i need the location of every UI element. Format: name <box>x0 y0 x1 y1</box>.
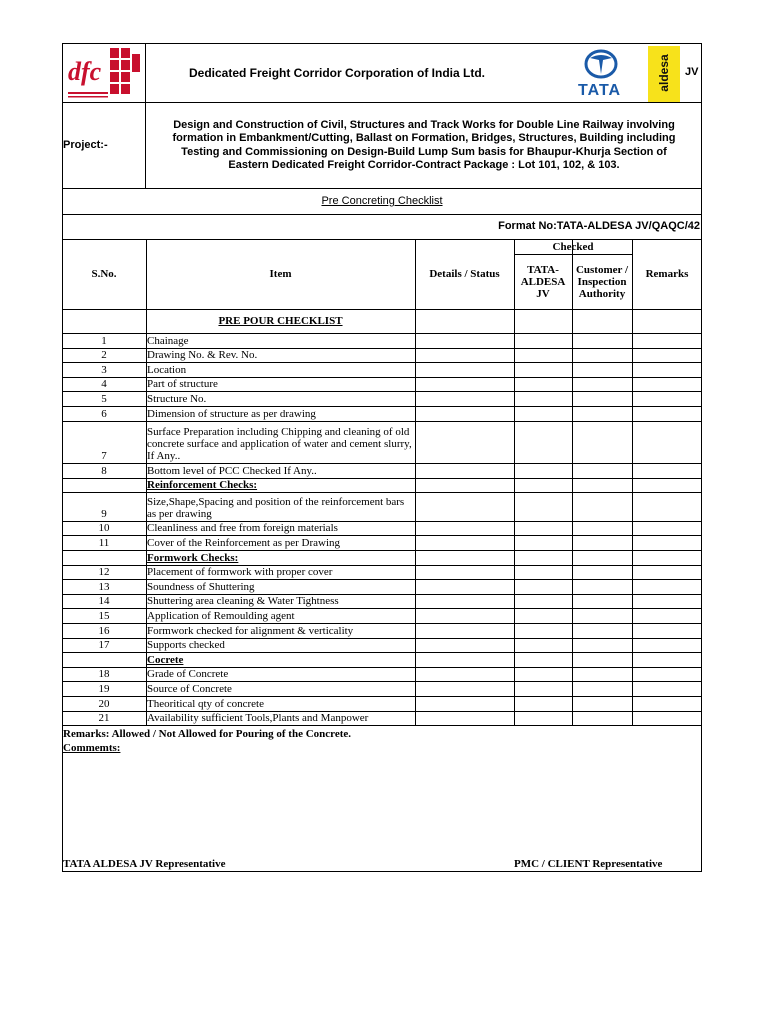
format-number: Format No:TATA-ALDESA JV/QAQC/42 <box>498 220 700 232</box>
row-sno: 1 <box>101 334 107 347</box>
client-representative-signature: PMC / CLIENT Representative <box>514 858 663 870</box>
tata-representative-signature: TATA ALDESA JV Representative <box>63 858 226 870</box>
row-item: Source of Concrete <box>147 682 232 695</box>
row-sno: 6 <box>101 407 107 420</box>
row-line <box>62 725 702 726</box>
checked-divider <box>514 254 632 255</box>
row-sno: 18 <box>98 668 110 681</box>
row-item: Bottom level of PCC Checked If Any.. <box>147 464 317 477</box>
row-sno: 7 <box>101 449 107 462</box>
project-line: formation in Embankment/Cutting, Ballast on Formation, Bridges, Structures, Building including <box>172 132 676 145</box>
row-sno: 3 <box>101 363 107 376</box>
company-name: Dedicated Freight Corridor Corporation of India Ltd. <box>189 66 485 80</box>
checklist-title: Pre Concreting Checklist <box>321 195 443 207</box>
col-line <box>146 239 147 725</box>
col-line <box>632 239 633 725</box>
aldesa-logo-text: aldesa <box>657 54 671 92</box>
tata-logo <box>576 46 626 100</box>
row-sno: 5 <box>101 392 107 405</box>
row-item: Chainage <box>147 334 189 347</box>
header-divider <box>62 102 702 103</box>
row-sno: 19 <box>98 682 110 695</box>
header-checked: Checked <box>552 240 594 253</box>
row-item: Formwork checked for alignment & verticality <box>147 624 354 637</box>
row-item: Size,Shape,Spacing and position of the reinforcement bars as per drawing <box>147 495 405 520</box>
aldesa-logo <box>648 46 680 102</box>
row-sno: 21 <box>98 712 110 725</box>
row-sno <box>62 550 146 565</box>
header-customer-line: Inspection <box>577 275 627 288</box>
row-item: Grade of Concrete <box>147 668 229 681</box>
row-item: Location <box>147 363 187 376</box>
tata-logo-text: TATA <box>578 82 622 99</box>
comments-label: Commemts: <box>63 742 121 754</box>
project-line: Testing and Commissioning on Design-Build Lump Sum basis for Bhaupur-Khurja Section of <box>181 145 667 158</box>
row-sno <box>62 309 146 333</box>
header-tata-line: TATA- <box>527 263 559 276</box>
project-description <box>146 119 702 173</box>
remarks-line: Remarks: Allowed / Not Allowed for Pouring of the Concrete. <box>63 728 352 740</box>
row-item: Placement of formwork with proper cover <box>147 566 333 579</box>
section-heading: Cocrete <box>147 653 184 666</box>
col-line <box>514 239 515 725</box>
row-sno: 2 <box>101 349 107 362</box>
title-bottom <box>62 214 702 215</box>
col-line <box>415 239 416 725</box>
row-sno: 20 <box>98 697 110 710</box>
col-line <box>572 239 573 725</box>
row-item: Shuttering area cleaning & Water Tightness <box>147 595 339 608</box>
row-item: Theoritical qty of concrete <box>147 697 264 710</box>
row-sno: 16 <box>98 624 110 637</box>
logo-divider <box>145 43 146 102</box>
header-customer-line: Customer / <box>575 263 629 276</box>
row-sno: 11 <box>98 536 110 549</box>
section-heading: Reinforcement Checks: <box>147 479 258 492</box>
row-sno: 10 <box>98 522 110 535</box>
row-item: Drawing No. & Rev. No. <box>147 349 258 362</box>
row-item: Structure No. <box>147 392 207 405</box>
header-item: Item <box>269 268 292 280</box>
row-item: Cleanliness and free from foreign materials <box>147 522 338 535</box>
row-sno: 14 <box>98 595 110 608</box>
project-label: Project:- <box>63 139 108 151</box>
row-sno: 9 <box>101 507 107 520</box>
project-line: Eastern Dedicated Freight Corridor-Contract Package : Lot 101, 102, & 103. <box>228 159 620 172</box>
row-sno: 4 <box>101 378 107 391</box>
row-sno: 15 <box>98 609 110 622</box>
header-tata-line: JV <box>536 287 550 300</box>
row-item: Supports checked <box>147 639 225 652</box>
header-customer <box>572 254 632 309</box>
row-item: Application of Remoulding agent <box>147 609 295 622</box>
header-remarks: Remarks <box>645 268 689 280</box>
project-bottom <box>62 188 702 189</box>
row-sno: 17 <box>98 639 110 652</box>
row-item: Availability sufficient Tools,Plants and Manpower <box>147 712 369 725</box>
row-sno <box>62 478 146 493</box>
row-sno: 8 <box>101 464 107 477</box>
row-item: Surface Preparation including Chipping and cleaning of old concrete surface and application of water and cement slurry, If Any.. <box>147 425 412 462</box>
header-tata-aldesa <box>514 254 572 309</box>
header-customer-line: Authority <box>578 287 626 300</box>
dfc-logo-letters: dfc <box>68 57 102 86</box>
project-line: Design and Construction of Civil, Structures and Track Works for Double Line Railway involving <box>173 119 675 131</box>
header-details: Details / Status <box>429 268 500 280</box>
section-heading: Formwork Checks: <box>147 551 239 564</box>
row-sno <box>62 652 146 667</box>
row-item: Dimension of structure as per drawing <box>147 407 316 420</box>
row-sno: 13 <box>98 580 110 593</box>
header-tata-line: ALDESA <box>520 275 566 288</box>
header-sno: S.No. <box>91 268 117 280</box>
row-item: Part of structure <box>147 378 218 391</box>
row-item: Cover of the Reinforcement as per Drawing <box>147 536 341 549</box>
section-heading: PRE POUR CHECKLIST <box>218 314 343 327</box>
dfc-logo <box>66 46 142 102</box>
row-item: Soundness of Shuttering <box>147 580 255 593</box>
row-sno: 12 <box>98 566 110 579</box>
jv-label: JV <box>685 66 699 78</box>
